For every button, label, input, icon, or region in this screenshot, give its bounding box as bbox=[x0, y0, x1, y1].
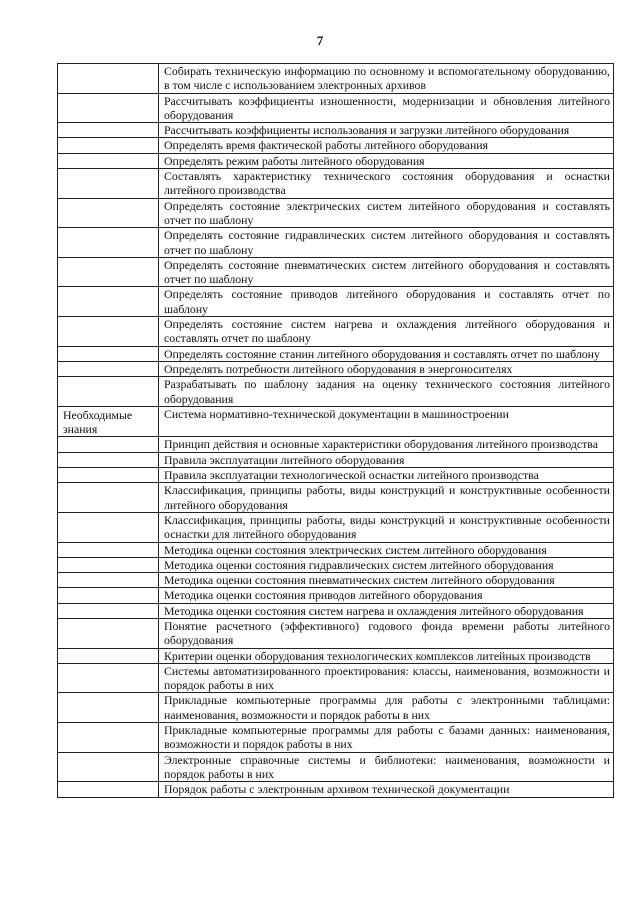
requirement-item: Рассчитывать коэффициенты изношенности, модернизации и обновления литейного оборудования bbox=[159, 93, 614, 123]
table-row bbox=[58, 723, 614, 753]
section-label-cell bbox=[58, 573, 159, 588]
requirement-item: Прикладные компьютерные программы для работы с базами данных: наименования, возможности и порядок работы в них bbox=[159, 723, 614, 753]
requirement-item: Собирать техническую информацию по основному и вспомогательному оборудованию, в том числе с использованием электронных архивов bbox=[159, 64, 614, 94]
table-row bbox=[58, 198, 614, 228]
section-label-cell bbox=[58, 287, 159, 317]
table-row bbox=[58, 452, 614, 467]
requirement-item: Определять состояние приводов литейного оборудования и составлять отчет по шаблону bbox=[159, 287, 614, 317]
section-label-cell bbox=[58, 512, 159, 542]
table-row bbox=[58, 752, 614, 782]
section-label-cell bbox=[58, 93, 159, 123]
requirement-item: Правила эксплуатации технологической оснастки литейного производства bbox=[159, 468, 614, 483]
section-label-cell bbox=[58, 648, 159, 663]
section-label-cell bbox=[58, 228, 159, 258]
section-label-cell bbox=[58, 317, 159, 347]
section-label-cell bbox=[58, 483, 159, 513]
requirement-item: Принцип действия и основные характеристики оборудования литейного производства bbox=[159, 437, 614, 452]
section-label-cell bbox=[58, 346, 159, 361]
requirement-item: Методика оценки состояния электрических систем литейного оборудования bbox=[159, 542, 614, 557]
section-label-cell bbox=[58, 361, 159, 376]
section-label: Необходимые знания bbox=[63, 407, 133, 437]
table-row bbox=[58, 138, 614, 153]
requirement-item: Определять состояние пневматических систем литейного оборудования и составлять отчет по шаблону bbox=[159, 257, 614, 287]
requirement-item: Система нормативно-технической документации в машиностроении bbox=[159, 406, 614, 437]
requirements-table-body bbox=[58, 64, 614, 798]
table-row bbox=[58, 557, 614, 572]
section-label-cell bbox=[58, 752, 159, 782]
section-label-cell bbox=[58, 693, 159, 723]
table-row bbox=[58, 123, 614, 138]
section-label-cell bbox=[58, 468, 159, 483]
requirement-item: Методика оценки состояния систем нагрева и охлаждения литейного оборудования bbox=[159, 603, 614, 618]
section-label-cell bbox=[58, 782, 159, 797]
section-label-cell bbox=[58, 603, 159, 618]
requirement-item: Методика оценки состояния пневматических систем литейного оборудования bbox=[159, 573, 614, 588]
requirement-item: Составлять характеристику технического состояния оборудования и оснастки литейного производства bbox=[159, 169, 614, 199]
requirement-item: Определять режим работы литейного оборудования bbox=[159, 153, 614, 168]
requirement-item: Классификация, принципы работы, виды конструкций и конструктивные особенности литейного оборудования bbox=[159, 483, 614, 513]
requirement-item: Классификация, принципы работы, виды конструкций и конструктивные особенности оснастки для литейного оборудования bbox=[159, 512, 614, 542]
table-row bbox=[58, 648, 614, 663]
table-row bbox=[58, 588, 614, 603]
table-row bbox=[58, 287, 614, 317]
section-label-cell bbox=[58, 437, 159, 452]
section-label-cell bbox=[58, 153, 159, 168]
table-row bbox=[58, 153, 614, 168]
requirement-item: Определять состояние электрических систем литейного оборудования и составлять отчет по шаблону bbox=[159, 198, 614, 228]
table-row bbox=[58, 377, 614, 407]
section-label-cell bbox=[58, 257, 159, 287]
requirement-item: Разрабатывать по шаблону задания на оценку технического состояния литейного оборудования bbox=[159, 377, 614, 407]
table-row bbox=[58, 603, 614, 618]
table-row bbox=[58, 693, 614, 723]
table-row bbox=[58, 93, 614, 123]
requirement-item: Рассчитывать коэффициенты использования и загрузки литейного оборудования bbox=[159, 123, 614, 138]
table-row bbox=[58, 64, 614, 94]
table-row bbox=[58, 346, 614, 361]
section-label-cell bbox=[58, 123, 159, 138]
requirement-item: Прикладные компьютерные программы для работы с электронными таблицами: наименования, возможности и порядок работы в них bbox=[159, 693, 614, 723]
requirement-item: Определять состояние гидравлических систем литейного оборудования и составлять отчет по шаблону bbox=[159, 228, 614, 258]
section-label-cell bbox=[58, 723, 159, 753]
section-label-cell bbox=[58, 198, 159, 228]
table-row bbox=[58, 542, 614, 557]
requirement-item: Определять время фактической работы литейного оборудования bbox=[159, 138, 614, 153]
requirements-table bbox=[57, 63, 614, 798]
requirement-item: Методика оценки состояния приводов литейного оборудования bbox=[159, 588, 614, 603]
section-label-cell bbox=[58, 542, 159, 557]
requirement-item: Правила эксплуатации литейного оборудования bbox=[159, 452, 614, 467]
requirement-item: Методика оценки состояния гидравлических систем литейного оборудования bbox=[159, 557, 614, 572]
table-row bbox=[58, 437, 614, 452]
requirement-item: Определять состояние систем нагрева и охлаждения литейного оборудования и составлять отчет по шаблону bbox=[159, 317, 614, 347]
table-row bbox=[58, 317, 614, 347]
requirement-item: Электронные справочные системы и библиотеки: наименования, возможности и порядок работы в них bbox=[159, 752, 614, 782]
section-label-cell bbox=[58, 377, 159, 407]
table-row bbox=[58, 228, 614, 258]
requirement-item: Системы автоматизированного проектирования: классы, наименования, возможности и порядок работы в них bbox=[159, 663, 614, 693]
table-row bbox=[58, 468, 614, 483]
section-label-cell bbox=[58, 406, 159, 437]
table-row bbox=[58, 782, 614, 797]
section-label-cell bbox=[58, 138, 159, 153]
section-label-cell bbox=[58, 557, 159, 572]
requirement-item: Порядок работы с электронным архивом технической документации bbox=[159, 782, 614, 797]
requirement-item: Критерии оценки оборудования технологических комплексов литейных производств bbox=[159, 648, 614, 663]
table-row bbox=[58, 483, 614, 513]
requirement-item: Определять потребности литейного оборудования в энергоносителях bbox=[159, 361, 614, 376]
requirement-item: Понятие расчетного (эффективного) годового фонда времени работы литейного оборудования bbox=[159, 618, 614, 648]
table-row bbox=[58, 361, 614, 376]
table-row bbox=[58, 618, 614, 648]
section-label-cell bbox=[58, 64, 159, 94]
table-row bbox=[58, 663, 614, 693]
section-label-cell bbox=[58, 663, 159, 693]
page-number: 7 bbox=[316, 33, 324, 48]
table-row bbox=[58, 406, 614, 437]
table-row bbox=[58, 169, 614, 199]
table-row bbox=[58, 573, 614, 588]
section-label-cell bbox=[58, 618, 159, 648]
requirement-item: Определять состояние станин литейного оборудования и составлять отчет по шаблону bbox=[159, 346, 614, 361]
table-row bbox=[58, 257, 614, 287]
section-label-cell bbox=[58, 452, 159, 467]
section-label-cell bbox=[58, 588, 159, 603]
table-row bbox=[58, 512, 614, 542]
section-label-cell bbox=[58, 169, 159, 199]
